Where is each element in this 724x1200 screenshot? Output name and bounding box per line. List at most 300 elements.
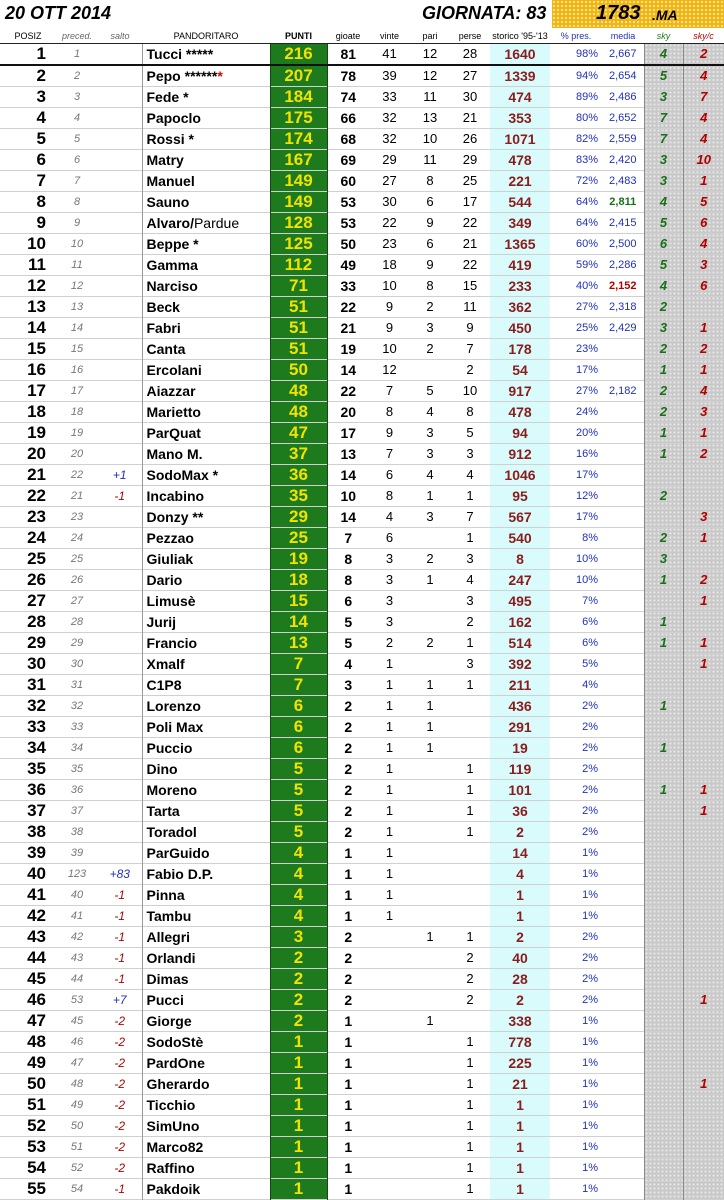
- points-cell: 1: [270, 1115, 327, 1136]
- prev-cell: 23: [70, 510, 84, 523]
- played-cell: 1: [344, 1138, 353, 1155]
- col-storico: storico '95-'13: [490, 30, 550, 43]
- table-header-row: [0, 30, 724, 43]
- salto-cell: +83: [109, 866, 130, 881]
- skyc-cell: [683, 842, 724, 863]
- sky-cell: 3: [644, 317, 683, 338]
- losses-cell: 30: [462, 89, 478, 104]
- played-cell: 81: [340, 45, 357, 62]
- col-giocate: gioate: [327, 30, 369, 43]
- pos-cell: 29: [27, 632, 46, 652]
- presence-cell: 1%: [582, 888, 598, 901]
- salto-cell: [98, 65, 142, 87]
- table-row: [0, 170, 724, 191]
- wins-cell: [369, 1178, 410, 1199]
- storico-cell: 233: [490, 275, 550, 296]
- prev-cell: 38: [70, 825, 84, 838]
- losses-cell: 1: [466, 677, 474, 692]
- media-cell: [602, 401, 644, 422]
- pos-cell: 16: [27, 359, 46, 379]
- pos-cell: 47: [27, 1010, 46, 1030]
- points-cell: 5: [270, 779, 327, 800]
- pos-cell: 39: [27, 842, 46, 862]
- player-name: Pinna: [142, 884, 270, 905]
- draws-cell: 9: [426, 257, 434, 272]
- giornata-label: GIORNATA: 83: [422, 3, 547, 23]
- draws-cell: 6: [426, 194, 434, 209]
- played-cell: 60: [340, 172, 357, 189]
- presence-cell: 1%: [582, 1056, 598, 1069]
- played-cell: 22: [340, 382, 357, 399]
- prev-cell: 21: [70, 489, 84, 502]
- salto-cell: [98, 107, 142, 128]
- salto-cell: -1: [114, 1181, 126, 1196]
- storico-cell: 21: [490, 1073, 550, 1094]
- media-cell: [602, 779, 644, 800]
- pos-cell: 44: [27, 947, 46, 967]
- presence-cell: 2%: [582, 804, 598, 817]
- sky-cell: [644, 800, 683, 821]
- skyc-cell: [683, 1052, 724, 1073]
- pos-cell: 40: [27, 863, 46, 883]
- pos-cell: 52: [27, 1115, 46, 1135]
- losses-cell: 2: [466, 362, 474, 377]
- prev-cell: 9: [73, 216, 81, 229]
- prev-cell: 15: [70, 342, 84, 355]
- prev-cell: 24: [70, 531, 84, 544]
- presence-cell: 1%: [582, 867, 598, 880]
- sky-cell: [644, 926, 683, 947]
- skyc-cell: [683, 548, 724, 569]
- wins-cell: [369, 926, 410, 947]
- played-cell: 7: [344, 529, 353, 546]
- pos-cell: 26: [27, 569, 46, 589]
- presence-cell: 24%: [575, 405, 598, 418]
- media-cell: [602, 1073, 644, 1094]
- table-row: [0, 695, 724, 716]
- losses-cell: 27: [462, 68, 478, 83]
- draws-cell: [410, 1052, 450, 1073]
- wins-cell: [369, 947, 410, 968]
- skyc-cell: 1: [683, 170, 724, 191]
- prev-cell: 53: [70, 993, 84, 1006]
- salto-cell: -1: [114, 488, 126, 503]
- draws-cell: [410, 863, 450, 884]
- table-row: [0, 947, 724, 968]
- table-row: [0, 1052, 724, 1073]
- storico-cell: 225: [490, 1052, 550, 1073]
- played-cell: 53: [340, 214, 357, 231]
- storico-cell: 54: [490, 359, 550, 380]
- player-name: Matry: [142, 149, 270, 170]
- sky-cell: [644, 590, 683, 611]
- skyc-cell: 6: [683, 275, 724, 296]
- sky-cell: 1: [644, 422, 683, 443]
- draws-cell: 8: [426, 278, 434, 293]
- points-cell: 6: [270, 716, 327, 737]
- pos-cell: 30: [27, 653, 46, 673]
- table-row: [0, 821, 724, 842]
- media-cell: 2,415: [608, 216, 637, 229]
- prev-cell: 30: [70, 657, 84, 670]
- losses-cell: 1: [466, 782, 474, 797]
- wins-cell: 1: [385, 677, 394, 692]
- media-cell: 2,152: [608, 279, 637, 292]
- media-cell: [602, 716, 644, 737]
- sky-cell: 2: [644, 380, 683, 401]
- skyc-cell: 1: [683, 1073, 724, 1094]
- losses-cell: 2: [466, 971, 474, 986]
- skyc-cell: 1: [683, 422, 724, 443]
- prev-cell: 28: [70, 615, 84, 628]
- wins-cell: 39: [382, 68, 397, 83]
- skyc-cell: [683, 611, 724, 632]
- losses-cell: 21: [462, 110, 478, 125]
- wins-cell: 1: [385, 908, 394, 923]
- draws-cell: [410, 653, 450, 674]
- pos-cell: 28: [27, 611, 46, 631]
- salto-cell: [98, 254, 142, 275]
- played-cell: 2: [344, 970, 353, 987]
- played-cell: 1: [344, 1180, 353, 1197]
- presence-cell: 27%: [575, 300, 598, 313]
- table-row: [0, 1157, 724, 1178]
- skyc-cell: [683, 1094, 724, 1115]
- table-row: [0, 674, 724, 695]
- table-row: [0, 926, 724, 947]
- pos-cell: 51: [27, 1094, 46, 1114]
- col-skyc: sky/c: [683, 30, 724, 43]
- presence-cell: 16%: [575, 447, 598, 460]
- salto-cell: +1: [112, 467, 127, 482]
- media-cell: [602, 611, 644, 632]
- table-row: [0, 506, 724, 527]
- media-cell: [602, 926, 644, 947]
- table-row: [0, 380, 724, 401]
- points-cell: 19: [270, 548, 327, 569]
- media-cell: [602, 1115, 644, 1136]
- table-row: [0, 590, 724, 611]
- prev-cell: 36: [70, 783, 84, 796]
- media-cell: 2,500: [608, 237, 637, 250]
- salto-cell: -2: [114, 1118, 126, 1133]
- pos-cell: 13: [27, 296, 46, 316]
- played-cell: 13: [340, 445, 357, 462]
- wins-cell: [369, 1052, 410, 1073]
- media-cell: [602, 569, 644, 590]
- presence-cell: 2%: [582, 720, 598, 733]
- skyc-cell: 1: [683, 590, 724, 611]
- played-cell: 1: [344, 907, 353, 924]
- presence-cell: 1%: [582, 1140, 598, 1153]
- table-row: [0, 1094, 724, 1115]
- table-row: [0, 485, 724, 506]
- player-name: Giorge: [142, 1010, 270, 1031]
- wins-cell: 10: [382, 341, 397, 356]
- sky-cell: [644, 758, 683, 779]
- table-row: [0, 464, 724, 485]
- storico-cell: 291: [490, 716, 550, 737]
- media-cell: 2,652: [608, 111, 637, 124]
- table-row: [0, 737, 724, 758]
- skyc-cell: [683, 968, 724, 989]
- player-name: Mano M.: [142, 443, 270, 464]
- salto-cell: [98, 569, 142, 590]
- pos-cell: 49: [27, 1052, 46, 1072]
- player-name: C1P8: [142, 674, 270, 695]
- losses-cell: 29: [462, 152, 478, 167]
- table-row: [0, 968, 724, 989]
- storico-cell: 778: [490, 1031, 550, 1052]
- media-cell: [602, 485, 644, 506]
- salto-cell: -2: [114, 1055, 126, 1070]
- prev-cell: 3: [73, 90, 81, 103]
- wins-cell: 32: [382, 110, 397, 125]
- draws-cell: [410, 1031, 450, 1052]
- presence-cell: 27%: [575, 384, 598, 397]
- presence-cell: 10%: [575, 573, 598, 586]
- storico-cell: 1: [490, 1115, 550, 1136]
- prev-cell: 40: [70, 888, 84, 901]
- points-cell: 4: [270, 884, 327, 905]
- draws-cell: 12: [422, 46, 438, 61]
- salto-cell: [98, 548, 142, 569]
- presence-cell: 25%: [575, 321, 598, 334]
- player-name: Dimas: [142, 968, 270, 989]
- salto-cell: -2: [114, 1097, 126, 1112]
- ma-value: 1783: [596, 2, 641, 24]
- prev-cell: 25: [70, 552, 84, 565]
- media-cell: [602, 758, 644, 779]
- losses-cell: [450, 863, 490, 884]
- col-vinte: vinte: [369, 30, 410, 43]
- draws-cell: [410, 947, 450, 968]
- skyc-cell: [683, 947, 724, 968]
- points-cell: 184: [270, 86, 327, 107]
- storico-cell: 221: [490, 170, 550, 191]
- draws-cell: [410, 1073, 450, 1094]
- draws-cell: [410, 590, 450, 611]
- prev-cell: 5: [73, 132, 81, 145]
- presence-cell: 17%: [575, 468, 598, 481]
- wins-cell: 29: [382, 152, 397, 167]
- prev-cell: 14: [70, 321, 84, 334]
- player-name: Raffino: [142, 1157, 270, 1178]
- ma-badge: [552, 0, 724, 28]
- storico-cell: 1339: [490, 65, 550, 87]
- presence-cell: 1%: [582, 1014, 598, 1027]
- media-cell: [602, 821, 644, 842]
- wins-cell: 1: [385, 803, 394, 818]
- salto-cell: -2: [114, 1076, 126, 1091]
- media-cell: 2,483: [608, 174, 637, 187]
- points-cell: 47: [270, 422, 327, 443]
- salto-cell: -1: [114, 929, 126, 944]
- sky-cell: [644, 1010, 683, 1031]
- skyc-cell: [683, 296, 724, 317]
- storico-cell: 247: [490, 569, 550, 590]
- col-salto: salto: [98, 30, 142, 43]
- sky-cell: [644, 674, 683, 695]
- prev-cell: 32: [70, 699, 84, 712]
- sky-cell: [644, 1031, 683, 1052]
- played-cell: 1: [344, 1096, 353, 1113]
- table-row: [0, 107, 724, 128]
- presence-cell: 23%: [575, 342, 598, 355]
- pos-cell: 2: [36, 65, 46, 85]
- played-cell: 21: [340, 319, 357, 336]
- storico-cell: 495: [490, 590, 550, 611]
- wins-cell: 23: [382, 236, 397, 251]
- storico-cell: 338: [490, 1010, 550, 1031]
- media-cell: [602, 884, 644, 905]
- storico-cell: 362: [490, 296, 550, 317]
- table-row: [0, 1136, 724, 1157]
- played-cell: 33: [340, 277, 357, 294]
- skyc-cell: [683, 863, 724, 884]
- prev-cell: 54: [70, 1182, 84, 1195]
- losses-cell: 7: [466, 341, 474, 356]
- points-cell: 13: [270, 632, 327, 653]
- table-row: [0, 1115, 724, 1136]
- prev-cell: 29: [70, 636, 84, 649]
- sky-cell: 2: [644, 527, 683, 548]
- media-cell: 2,667: [608, 47, 637, 60]
- sky-cell: 1: [644, 737, 683, 758]
- player-name: ParGuido: [142, 842, 270, 863]
- pos-cell: 12: [27, 275, 46, 295]
- played-cell: 2: [344, 823, 353, 840]
- prev-cell: 11: [71, 258, 83, 271]
- presence-cell: 1%: [582, 846, 598, 859]
- draws-cell: 3: [426, 509, 434, 524]
- losses-cell: 1: [466, 929, 474, 944]
- salto-cell: [98, 317, 142, 338]
- draws-cell: 4: [426, 467, 434, 482]
- storico-cell: 2: [490, 821, 550, 842]
- pos-cell: 41: [27, 884, 46, 904]
- wins-cell: [369, 1073, 410, 1094]
- wins-cell: 3: [385, 593, 394, 608]
- pos-cell: 9: [36, 212, 46, 232]
- player-name: Marco82: [142, 1136, 270, 1157]
- presence-cell: 1%: [582, 1098, 598, 1111]
- col-pres: % pres.: [550, 30, 602, 43]
- presence-cell: 1%: [582, 1161, 598, 1174]
- losses-cell: 11: [463, 299, 477, 314]
- skyc-cell: 3: [683, 254, 724, 275]
- presence-cell: 8%: [582, 531, 598, 544]
- points-cell: 2: [270, 1010, 327, 1031]
- table-row: [0, 296, 724, 317]
- skyc-cell: [683, 1157, 724, 1178]
- skyc-cell: 1: [683, 800, 724, 821]
- wins-cell: 27: [382, 173, 397, 188]
- media-cell: [602, 653, 644, 674]
- sky-cell: [644, 1094, 683, 1115]
- prev-cell: 20: [70, 447, 84, 460]
- player-name: Francio: [142, 632, 270, 653]
- draws-cell: [410, 359, 450, 380]
- pos-cell: 36: [27, 779, 46, 799]
- media-cell: [602, 695, 644, 716]
- wins-cell: [369, 1115, 410, 1136]
- losses-cell: 1: [466, 1118, 474, 1133]
- player-name: Dario: [142, 569, 270, 590]
- table-row: [0, 989, 724, 1010]
- sky-cell: [644, 464, 683, 485]
- points-cell: 125: [270, 233, 327, 254]
- points-cell: 1: [270, 1052, 327, 1073]
- losses-cell: 25: [462, 173, 478, 188]
- presence-cell: 2%: [582, 972, 598, 985]
- prev-cell: 16: [70, 363, 84, 376]
- skyc-cell: [683, 1115, 724, 1136]
- wins-cell: 1: [385, 824, 394, 839]
- losses-cell: 22: [462, 215, 478, 230]
- losses-cell: 10: [462, 383, 478, 398]
- presence-cell: 2%: [582, 699, 598, 712]
- prev-cell: 31: [70, 678, 84, 691]
- storico-cell: 912: [490, 443, 550, 464]
- table-row: [0, 779, 724, 800]
- points-cell: 207: [270, 65, 327, 87]
- draws-cell: [410, 968, 450, 989]
- player-name: Fabri: [142, 317, 270, 338]
- wins-cell: 1: [385, 845, 394, 860]
- player-name: Incabino: [142, 485, 270, 506]
- skyc-cell: 6: [683, 212, 724, 233]
- col-perse: perse: [450, 30, 490, 43]
- points-cell: 1: [270, 1073, 327, 1094]
- points-cell: 2: [270, 989, 327, 1010]
- losses-cell: [450, 737, 490, 758]
- skyc-cell: [683, 464, 724, 485]
- media-cell: [602, 548, 644, 569]
- media-cell: [602, 863, 644, 884]
- skyc-cell: 2: [683, 443, 724, 464]
- storico-cell: 567: [490, 506, 550, 527]
- prev-cell: 45: [70, 1014, 84, 1027]
- table-row: [0, 212, 724, 233]
- wins-cell: 32: [382, 131, 397, 146]
- played-cell: 1: [344, 865, 353, 882]
- storico-cell: 1046: [490, 464, 550, 485]
- draws-cell: [410, 1157, 450, 1178]
- points-cell: 174: [270, 128, 327, 149]
- draws-cell: 2: [426, 299, 434, 314]
- wins-cell: 1: [385, 719, 394, 734]
- prev-cell: 50: [70, 1119, 84, 1132]
- pos-cell: 18: [27, 401, 46, 421]
- sky-cell: 6: [644, 233, 683, 254]
- pos-cell: 23: [27, 506, 46, 526]
- name-mark: *: [217, 67, 223, 84]
- played-cell: 78: [340, 67, 357, 84]
- losses-cell: 1: [466, 1139, 474, 1154]
- draws-cell: 2: [426, 341, 434, 356]
- points-cell: 29: [270, 506, 327, 527]
- prev-cell: 46: [70, 1035, 84, 1048]
- played-cell: 66: [340, 109, 357, 126]
- played-cell: 8: [344, 571, 353, 588]
- wins-cell: 22: [382, 215, 397, 230]
- sky-cell: 1: [644, 359, 683, 380]
- salto-cell: [98, 842, 142, 863]
- storico-cell: 101: [490, 779, 550, 800]
- points-cell: 3: [270, 926, 327, 947]
- presence-cell: 6%: [582, 615, 598, 628]
